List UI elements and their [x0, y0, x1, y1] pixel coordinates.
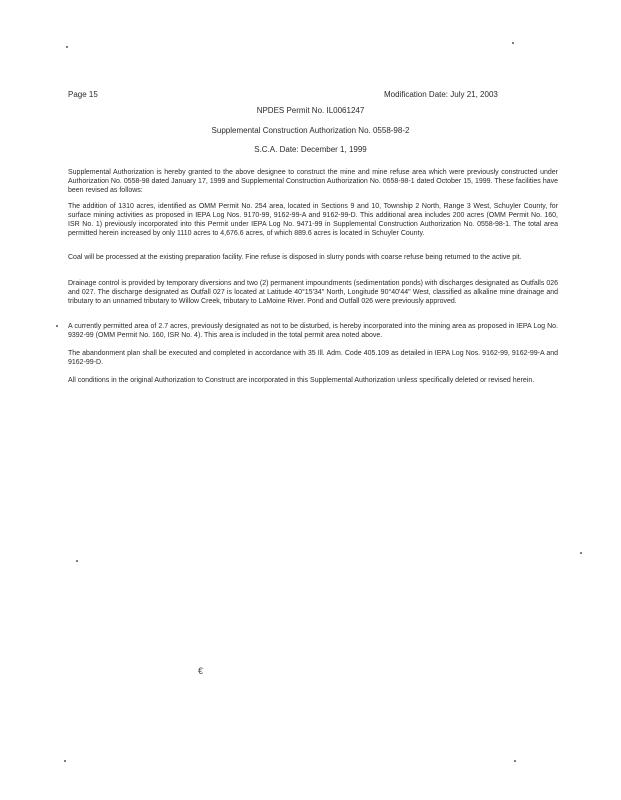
- scan-speck: [66, 46, 68, 48]
- footer-mark: €: [198, 666, 204, 676]
- scan-speck: [56, 325, 58, 327]
- scan-speck: [580, 552, 582, 554]
- paragraph-drainage: Drainage control is provided by temporary diversions and two (2) permanent impoundments (sedimentation ponds) with discharges designated as Outfalls 026 and 027. The discharge designated as Outfall 027 is located at Latitude 40°15'34" North, Longitude 90°40'44" West, classified as alkaline mine drainage and tributary to an unnamed tributary to Willow Creek, tributary to LaMoine River. Pond and Outfall 026 were previously approved.: [68, 280, 558, 305]
- modification-date: Modification Date: July 21, 2003: [384, 90, 498, 99]
- scan-speck: [514, 760, 516, 762]
- scan-speck: [512, 42, 514, 44]
- paragraph-conditions: All conditions in the original Authorization to Construct are incorporated in this Supplemental Authorization unless specifically deleted or revised herein.: [68, 377, 535, 384]
- authorization-number: Supplemental Construction Authorization No. 0558-98-2: [211, 126, 410, 135]
- paragraph-abandonment: The abandonment plan shall be executed and completed in accordance with 35 Ill. Adm. Code 405.109 as detailed in IEPA Log Nos. 9162-99, 9162-99-A and 9162-99-D.: [68, 350, 558, 366]
- permit-number: NPDES Permit No. IL0061247: [256, 106, 365, 115]
- paragraph-addition: The addition of 1310 acres, identified as OMM Permit No. 254 area, located in Sections 9 and 10, Township 2 North, Range 3 West, Schuyler County, for surface mining activities as proposed in IEPA Log Nos. 9170-99, 9162-99-A and 9162-99-D. This additional area includes 200 acres (OMM Permit No. 160, ISR No. 1) previously incorporated into this Permit under IEPA Log No. 9471-99 in Supplemental Construction Authorization No. 0558-98-1. The total area permitted herein increased by only 1110 acres to 4,676.6 acres, of which 889.6 acres is located in Schuyler County.: [68, 203, 558, 237]
- paragraph-permitted-area: A currently permitted area of 2.7 acres, previously designated as not to be disturbed, is hereby incorporated into the mining area as proposed in IEPA Log No. 9392-99 (OMM Permit No. 160, ISR No. 4). This area is included in the total permit area noted above.: [68, 323, 558, 339]
- paragraph-intro: Supplemental Authorization is hereby granted to the above designee to construct the mine and mine refuse area which were previously constructed under Authorization No. 0558-98 dated January 17, 1999 and Supplemental Construction Authorization No. 0558-98-1 dated October 15, 1999. These facilities have been revised as follows:: [68, 169, 558, 194]
- scan-speck: [64, 760, 66, 762]
- authorization-date: S.C.A. Date: December 1, 1999: [254, 145, 367, 154]
- scan-speck: [76, 560, 78, 562]
- paragraph-coal-processing: Coal will be processed at the existing preparation facility. Fine refuse is disposed in slurry ponds with coarse refuse being returned to the active pit.: [68, 254, 522, 261]
- page-number: Page 15: [68, 90, 98, 99]
